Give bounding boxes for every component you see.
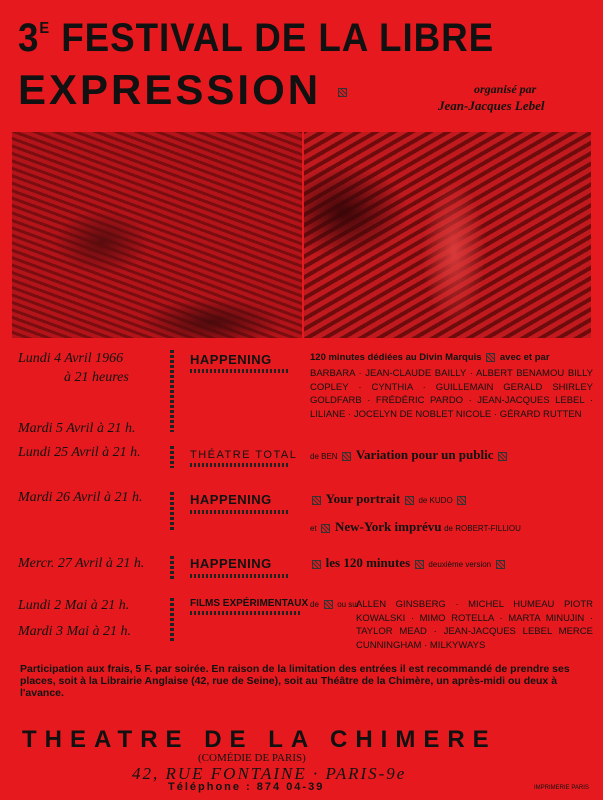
event-films-experimentaux: FILMS EXPÉRIMENTAUX (190, 598, 309, 609)
date-lundi-25-avril: Lundi 25 Avril à 21 h. (18, 445, 141, 460)
ornament-icon (457, 496, 466, 505)
ornament-icon (498, 452, 507, 461)
chain-divider (170, 556, 174, 580)
festival-title-line1: $3^E$ FESTIVAL DE LA LIBRE (18, 16, 495, 60)
chain-divider (170, 350, 174, 432)
ornament-icon (405, 496, 414, 505)
venue-subtitle: (COMÉDIE DE PARIS) (198, 752, 306, 764)
marquis-intro-line: 120 minutes dédiées au Divin Marquis avec et par (310, 352, 550, 363)
ornament-icon (312, 560, 321, 569)
printer-credit: IMPRIMERIE PARIS (534, 785, 589, 791)
ornament-icon (415, 560, 424, 569)
new-york-line: et New-York imprévu de ROBERT-FILLIOU (310, 519, 521, 534)
theatre-total-line: de BEN Variation pour un public (310, 448, 509, 465)
date-mardi-3-mai: Mardi 3 Mai à 21 h. (18, 624, 132, 639)
event-underline (190, 369, 290, 373)
event-happening: HAPPENING (190, 492, 272, 507)
happening-photo-left (12, 132, 302, 338)
your-portrait-line: Your portrait de KUDO (310, 492, 468, 509)
date-lundi-2-mai: Lundi 2 Mai à 21 h. (18, 598, 130, 613)
date-lundi-4-avril: Lundi 4 Avril 1966 (18, 351, 124, 366)
ornament-icon (321, 524, 330, 533)
ornament-icon (312, 496, 321, 505)
organizer-name: Jean-Jacques Lebel (438, 98, 545, 113)
venue-address: 42, RUE FONTAINE · PARIS-9e (132, 764, 407, 783)
event-theatre-total: THÉATRE TOTAL (190, 449, 298, 461)
event-happening: HAPPENING (190, 556, 272, 571)
ornament-icon (324, 600, 333, 609)
chain-divider (170, 598, 174, 642)
organized-by-label: organisé par (474, 82, 537, 96)
date-mardi-5-avril: Mardi 5 Avril à 21 h. (18, 421, 136, 436)
date-mercr-27-avril: Mercr. 27 Avril à 21 h. (18, 556, 145, 571)
event-underline (190, 611, 300, 615)
120-minutes-line: les 120 minutes deuxième version (310, 556, 507, 573)
ornament-icon (496, 560, 505, 569)
ornament-icon (486, 353, 495, 362)
marquis-performers: BARBARA · JEAN-CLAUDE BAILLY · ALBERT BENAMOU BILLY COPLEY · CYNTHIA · GUILLEMAIN GERALD SHIRLEY GOLDFARB · FRÉDÉRIC PARDO · JEAN-JACQUES LEBEL · LILIANE · JOCELYN DE NOBLET NICOLE · GÉRARD RUTTEN (310, 368, 593, 420)
event-underline (190, 463, 290, 467)
venue-name: THEATRE DE LA CHIMERE (22, 726, 497, 753)
venue-phone: Téléphone : 874 04-39 (168, 781, 325, 793)
happening-photo-right (304, 132, 591, 338)
event-underline (190, 510, 290, 514)
chain-divider (170, 446, 174, 468)
admission-notice: Participation aux frais, 5 F. par soirée. En raison de la limitation des entrées il est recommandé de prendre ses places, soit à la Librairie Anglaise (42, rue de Seine), soit au Théâtre de la Chimère, un après-midi ou deux à l'avance. (20, 663, 570, 699)
films-prefix: de ou sur (310, 600, 360, 609)
date-mardi-26-avril: Mardi 26 Avril à 21 h. (18, 490, 143, 505)
ornament-icon (338, 88, 347, 97)
festival-title-line2: EXPRESSION (18, 66, 349, 114)
films-artists: ALLEN GINSBERG · MICHEL HUMEAU PIOTR KOWALSKI · MIMO ROTELLA · MARTA MINUJIN · TAYLOR MEAD · JEAN-JACQUES LEBEL MERCE CUNNINGHAM · MILKYWAYS (356, 599, 593, 651)
event-underline (190, 574, 290, 578)
chain-divider (170, 492, 174, 532)
time-21-heures: à 21 heures (64, 370, 129, 385)
event-happening: HAPPENING (190, 352, 272, 367)
ornament-icon (342, 452, 351, 461)
